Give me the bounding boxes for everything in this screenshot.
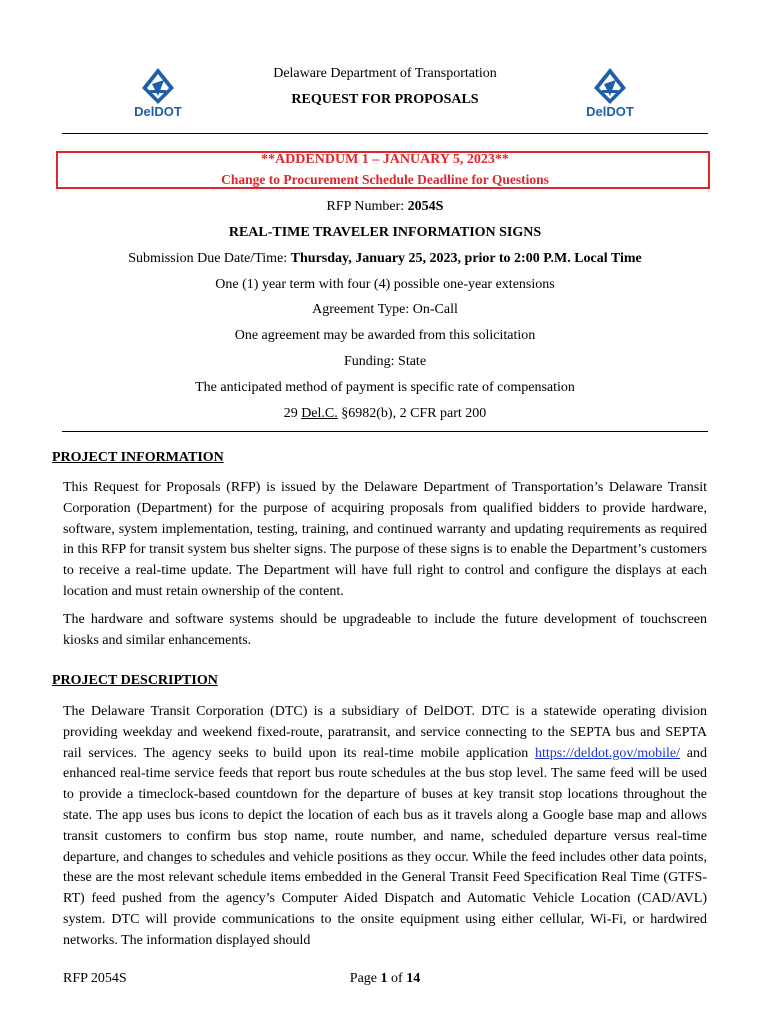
code-abbrev: Del.C.: [301, 406, 338, 421]
description-text-a: The Delaware Transit Corporation (DTC) is a subsidiary of DelDOT. DTC is a statewide operating division providing weekday and weekend fixed-route, paratransit, and service connecting to the SEPTA bus and SEPTA rail services. The agency seeks to build upon its real-time mobile application: [63, 704, 707, 761]
project-description-heading: PROJECT DESCRIPTION: [52, 673, 218, 688]
rfp-number-label: RFP Number:: [326, 199, 408, 214]
payment-line: The anticipated method of payment is specific rate of compensation: [195, 380, 575, 395]
code-reference-line: [0, 406, 770, 422]
project-information-paragraph-1: This Request for Proposals (RFP) is issued by the Delaware Department of Transportation’s Delaware Transit Corporation (Department) for the purpose of acquiring proposals from qualified bidders to provide hardware, software, system implementation, testing, training, and continued warranty and updating requirements as required in this RFP for transit system bus shelter signs. The purpose of these signs is to enable the Department’s customers to receive a real-time update. The Department will have full right to control and configure the displays at each location and must retain ownership of the content.: [63, 480, 707, 599]
mobile-app-link[interactable]: https://deldot.gov/mobile/: [534, 745, 681, 761]
logo-text: DelDOT: [586, 104, 634, 119]
logo-text: DelDOT: [134, 104, 182, 119]
page-word: Page: [349, 971, 381, 986]
total-pages: 14: [406, 971, 421, 986]
code-post: §6982(b), 2 CFR part 200: [337, 406, 487, 421]
project-information-paragraph-2: The hardware and software systems should be upgradeable to include the future development of touchscreen kiosks and similar enhancements.: [63, 612, 707, 648]
addendum-subtitle: Change to Procurement Schedule Deadline for Questions: [221, 172, 549, 187]
funding-line: Funding: State: [343, 354, 427, 369]
awards-line: One agreement may be awarded from this solicitation: [234, 328, 536, 343]
rfp-number-line: [0, 199, 770, 215]
term-line: One (1) year term with four (4) possible one-year extensions: [215, 277, 555, 292]
document-title: REQUEST FOR PROPOSALS: [291, 92, 479, 107]
agreement-type-line: Agreement Type: On-Call: [312, 302, 458, 317]
details-divider: [62, 431, 708, 432]
project-title: REAL-TIME TRAVELER INFORMATION SIGNS: [228, 225, 542, 240]
description-text-b: and enhanced real-time service feeds that report bus route schedules at the bus stop level. The same feed will be used to provide a timeclock-based countdown for the departure of buses at key transit stop locations throughout the state. The app uses bus icons to depict the location of each bus as it travels along a Google base map and allows transit customers to confirm bus stop name, route number, and name, scheduled departure versus real-time departure, and changes to schedules and vehicle positions as they occur. While the feed includes other data points, these are the most relevant schedule items embedded in the General Transit Feed Specification Real Time (GTFS-RT) feed pushed from the agency’s Computer Aided Dispatch and Automatic Vehicle Location (CAD/AVL) system. DTC will provide communications to the onsite equipment using either cellular, Wi-Fi, or hardwired networks. The information displayed should: [63, 745, 707, 948]
department-name: Delaware Department of Transportation: [273, 66, 497, 81]
code-pre: 29: [283, 406, 302, 421]
project-description-paragraph: [63, 702, 707, 952]
footer-rfp-id: RFP 2054S: [63, 971, 127, 986]
due-date-label: Submission Due Date/Time:: [128, 251, 291, 266]
project-information-heading: PROJECT INFORMATION: [52, 450, 224, 465]
due-date-line: [0, 251, 770, 267]
addendum-title: **ADDENDUM 1 – JANUARY 5, 2023**: [261, 152, 509, 167]
current-page: 1: [380, 971, 388, 986]
due-date-value: Thursday, January 25, 2023, prior to 2:00 P.M. Local Time: [290, 251, 642, 266]
header-divider: [62, 133, 708, 134]
of-word: of: [387, 971, 407, 986]
rfp-number: 2054S: [407, 199, 444, 214]
page-number: [0, 971, 770, 987]
